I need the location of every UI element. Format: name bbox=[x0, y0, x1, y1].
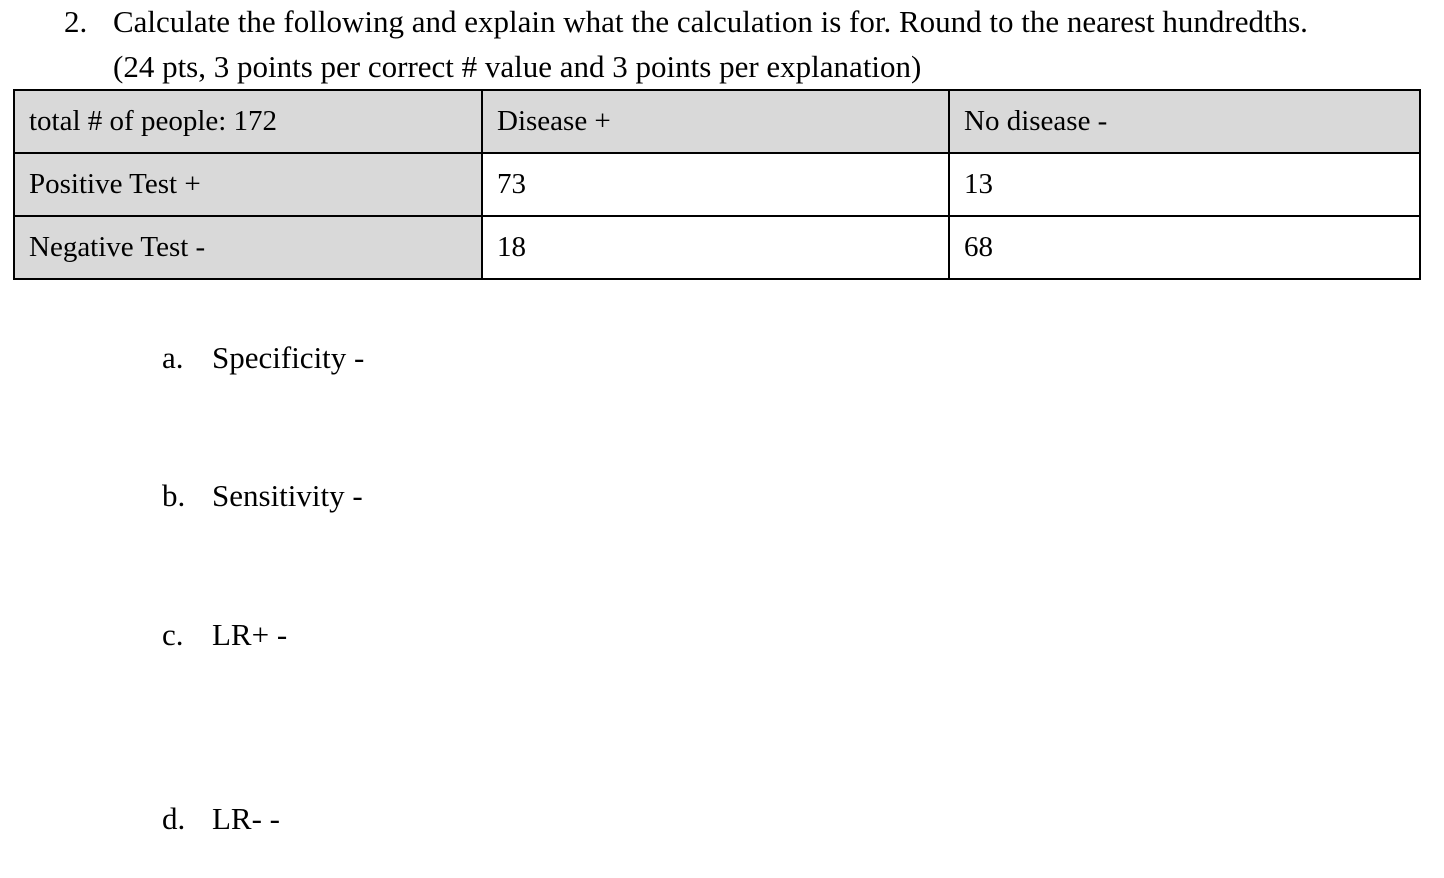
list-marker: c. bbox=[162, 617, 184, 652]
table-header-row bbox=[14, 90, 1420, 153]
list-marker: d. bbox=[162, 801, 186, 836]
list-item-label: LR+ - bbox=[212, 617, 288, 652]
contingency-table bbox=[13, 89, 1421, 280]
question-points: (24 pts, 3 points per correct # value and 3 points per explanation) bbox=[113, 49, 922, 84]
row-label-positive-test: Positive Test + bbox=[14, 153, 482, 216]
list-item-label: LR- - bbox=[212, 801, 281, 836]
row-label-negative-test: Negative Test - bbox=[14, 216, 482, 279]
table-row bbox=[14, 216, 1420, 279]
list-item-label: Specificity - bbox=[212, 340, 365, 375]
list-item-label: Sensitivity - bbox=[212, 478, 363, 513]
cell-true-negative: 68 bbox=[949, 216, 1420, 279]
list-marker: a. bbox=[162, 340, 184, 375]
cell-false-negative: 18 bbox=[482, 216, 949, 279]
header-disease-negative-cell: No disease - bbox=[949, 90, 1420, 153]
table-row bbox=[14, 153, 1420, 216]
header-disease-positive-cell: Disease + bbox=[482, 90, 949, 153]
cell-true-positive: 73 bbox=[482, 153, 949, 216]
list-marker: b. bbox=[162, 478, 186, 513]
question-number: 2. bbox=[64, 4, 88, 39]
cell-false-positive: 13 bbox=[949, 153, 1420, 216]
question-text: Calculate the following and explain what the calculation is for. Round to the nearest hundredths. bbox=[113, 4, 1308, 39]
header-total-cell: total # of people: 172 bbox=[14, 90, 482, 153]
